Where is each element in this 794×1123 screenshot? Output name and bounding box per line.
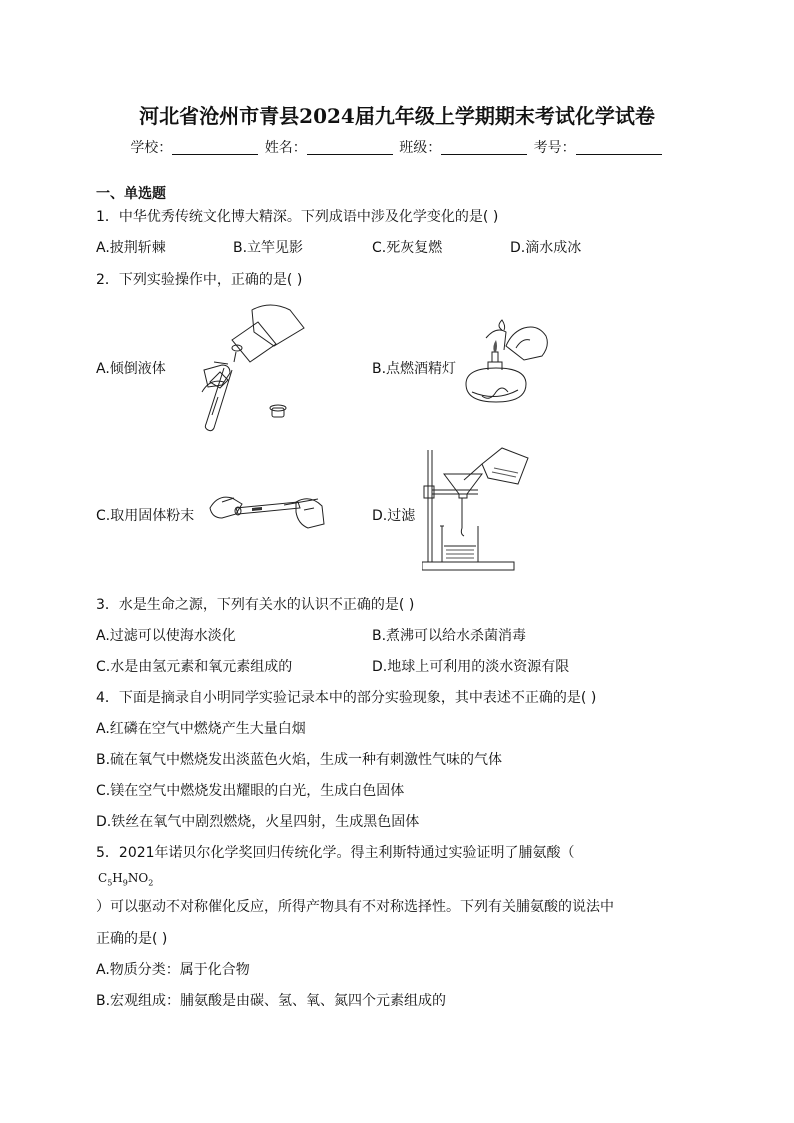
q2-option-b[interactable]: B.点燃酒精灯 (372, 361, 457, 377)
q3-option-a[interactable]: A.过滤可以使海水淡化 (96, 628, 236, 644)
filtration-figure (422, 446, 532, 572)
q1-option-d[interactable]: D.滴水成冰 (510, 240, 582, 256)
q4-option-d[interactable]: D.铁丝在氧气中剧烈燃烧，火星四射，生成黑色固体 (96, 814, 420, 830)
q3-option-b[interactable]: B.煮沸可以给水杀菌消毒 (372, 628, 527, 644)
q2-option-d[interactable]: D.过滤 (372, 508, 416, 524)
q4-option-b[interactable]: B.硫在氧气中燃烧发出淡蓝色火焰，生成一种有刺激性气味的气体 (96, 752, 503, 768)
page-title: 河北省沧州市青县2024届九年级上学期期末考试化学试卷 (139, 104, 655, 128)
q1-stem: 1．中华优秀传统文化博大精深。下列成语中涉及化学变化的是( ) (96, 209, 499, 225)
q3-stem: 3．水是生命之源，下列有关水的认识不正确的是( ) (96, 597, 415, 613)
q5-stem-end: 正确的是( ) (96, 931, 168, 947)
section-heading: 一、单选题 (96, 186, 166, 202)
q1-option-c[interactable]: C.死灰复燃 (372, 240, 443, 256)
pouring-liquid-figure (192, 300, 322, 432)
q4-stem: 4．下面是摘录自小明同学实验记录本中的部分实验现象，其中表述不正确的是( ) (96, 690, 597, 706)
q5-option-b[interactable]: B.宏观组成：脯氨酸是由碳、氢、氧、氮四个元素组成的 (96, 993, 447, 1009)
class-label: 班级： (399, 140, 442, 156)
proline-formula: $C_5H_9NO_2$ (98, 871, 154, 888)
name-label: 姓名： (264, 140, 307, 156)
q4-option-c[interactable]: C.镁在空气中燃烧发出耀眼的白光，生成白色固体 (96, 783, 405, 799)
q5-option-a[interactable]: A.物质分类：属于化合物 (96, 962, 250, 978)
q3-option-c[interactable]: C.水是由氢元素和氧元素组成的 (96, 659, 293, 675)
q5-stem-continued: ）可以驱动不对称催化反应，所得产物具有不对称选择性。下列有关脯氨酸的说法中 (96, 899, 614, 915)
q1-option-a[interactable]: A.披荆斩棘 (96, 240, 166, 256)
number-blank[interactable] (576, 140, 662, 155)
q2-option-a[interactable]: A.倾倒液体 (96, 361, 166, 377)
student-info-line (0, 137, 794, 157)
school-label: 学校： (130, 140, 173, 156)
school-blank[interactable] (172, 140, 258, 155)
q2-stem: 2．下列实验操作中，正确的是( ) (96, 272, 303, 288)
q1-option-b[interactable]: B.立竿见影 (233, 240, 304, 256)
name-blank[interactable] (307, 140, 393, 155)
q4-option-a[interactable]: A.红磷在空气中燃烧产生大量白烟 (96, 721, 306, 737)
q2-option-c[interactable]: C.取用固体粉末 (96, 508, 195, 524)
q5-stem: 5．2021年诺贝尔化学奖回归传统化学。得主利斯特通过实验证明了脯氨酸（ (96, 845, 575, 861)
number-label: 考号： (533, 140, 576, 156)
solid-powder-figure (208, 488, 326, 532)
alcohol-lamp-figure (456, 318, 556, 410)
class-blank[interactable] (441, 140, 527, 155)
q3-option-d[interactable]: D.地球上可利用的淡水资源有限 (372, 659, 570, 675)
